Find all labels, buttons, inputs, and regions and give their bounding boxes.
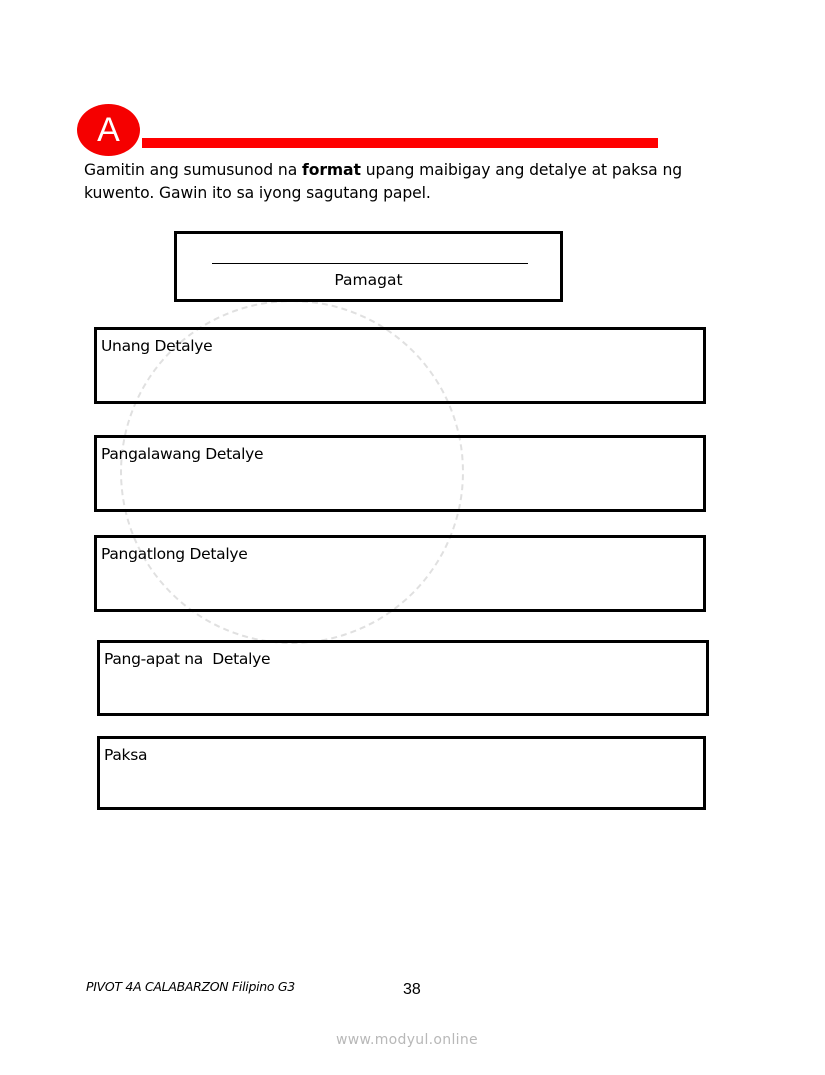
detail-box-third[interactable] <box>94 535 706 612</box>
instructions-text-start: Gamitin ang sumusunod na <box>84 161 303 179</box>
section-letter: A <box>97 111 120 149</box>
detail-box-fourth[interactable] <box>97 640 709 716</box>
detail-box-second[interactable] <box>94 435 706 512</box>
detail-box-first[interactable] <box>94 327 706 404</box>
instructions-bold-word: format <box>302 161 361 179</box>
section-badge <box>77 104 140 156</box>
topic-label: Paksa <box>104 746 148 764</box>
title-box <box>174 231 563 302</box>
detail-label: Pang-apat na Detalye <box>104 650 271 668</box>
topic-box[interactable] <box>97 736 706 810</box>
title-answer-line[interactable] <box>212 263 528 264</box>
title-label: Pamagat <box>334 271 403 289</box>
instructions-text-end: upang maibigay ang detalye at paksa ng kuwento. Gawin ito sa iyong sagutang papel. <box>84 161 683 202</box>
section-divider-bar <box>142 138 658 148</box>
detail-label: Unang Detalye <box>101 337 213 355</box>
footer-source: PIVOT 4A CALABARZON Filipino G3 <box>86 979 295 994</box>
page-number: 38 <box>403 981 421 998</box>
instructions-paragraph <box>84 159 724 205</box>
watermark-url: www.modyul.online <box>336 1032 478 1048</box>
detail-label: Pangalawang Detalye <box>101 445 264 463</box>
detail-label: Pangatlong Detalye <box>101 545 248 563</box>
